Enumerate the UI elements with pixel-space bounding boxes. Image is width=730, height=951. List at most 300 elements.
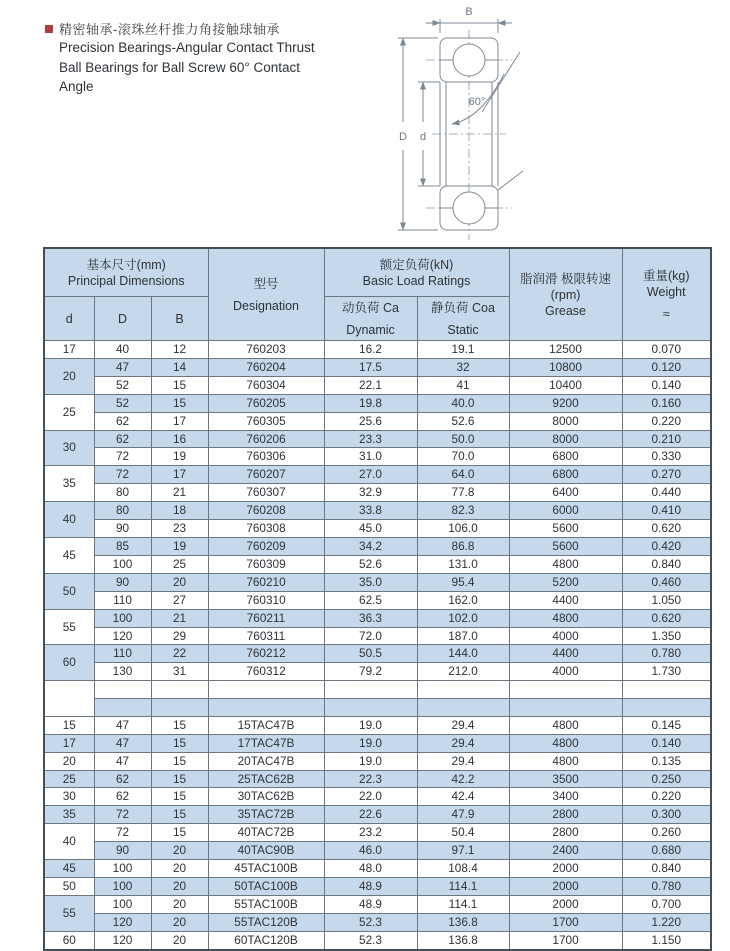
cell-static: 97.1 bbox=[417, 842, 509, 860]
cell-weight: 1.050 bbox=[622, 591, 711, 609]
cell-weight: 0.330 bbox=[622, 448, 711, 466]
cell-dynamic: 22.6 bbox=[324, 806, 417, 824]
table-row bbox=[44, 663, 711, 681]
cell-weight: 0.140 bbox=[622, 734, 711, 752]
cell-D: 120 bbox=[94, 913, 151, 931]
cell-dynamic: 36.3 bbox=[324, 609, 417, 627]
bearing-cross-section-diagram bbox=[390, 2, 600, 244]
cell-weight: 0.250 bbox=[622, 770, 711, 788]
cell-d: 55 bbox=[44, 895, 94, 931]
cell-weight: 0.620 bbox=[622, 520, 711, 538]
table-row bbox=[44, 520, 711, 538]
cell-dynamic: 72.0 bbox=[324, 627, 417, 645]
cell-weight: 1.220 bbox=[622, 913, 711, 931]
cell-weight: 0.460 bbox=[622, 573, 711, 591]
table-row bbox=[44, 824, 711, 842]
cell-d: 30 bbox=[44, 430, 94, 466]
cell-weight: 0.145 bbox=[622, 716, 711, 734]
cell-weight: 0.210 bbox=[622, 430, 711, 448]
cell-dynamic bbox=[324, 681, 417, 699]
cell-dynamic: 34.2 bbox=[324, 537, 417, 555]
cell-static: 114.1 bbox=[417, 895, 509, 913]
cell-dynamic: 62.5 bbox=[324, 591, 417, 609]
cell-dynamic: 16.2 bbox=[324, 341, 417, 359]
cell-grease: 4400 bbox=[509, 645, 622, 663]
cell-d: 30 bbox=[44, 788, 94, 806]
cell-grease: 3400 bbox=[509, 788, 622, 806]
cell-static: 212.0 bbox=[417, 663, 509, 681]
cell-B: 17 bbox=[151, 466, 208, 484]
cell-static: 82.3 bbox=[417, 502, 509, 520]
cell-dynamic: 27.0 bbox=[324, 466, 417, 484]
cell-D: 52 bbox=[94, 376, 151, 394]
cell-d: 20 bbox=[44, 752, 94, 770]
cell-B: 21 bbox=[151, 609, 208, 627]
cell-B: 20 bbox=[151, 860, 208, 878]
cell-D: 100 bbox=[94, 895, 151, 913]
cell-weight: 1.150 bbox=[622, 931, 711, 949]
cell-weight: 0.440 bbox=[622, 484, 711, 502]
cell-D: 72 bbox=[94, 824, 151, 842]
cell-D: 47 bbox=[94, 734, 151, 752]
red-square-bullet-icon bbox=[45, 25, 53, 33]
cell-grease: 4800 bbox=[509, 734, 622, 752]
cell-D: 80 bbox=[94, 484, 151, 502]
cell-dynamic: 19.0 bbox=[324, 734, 417, 752]
cell-B: 15 bbox=[151, 806, 208, 824]
cell-weight: 0.160 bbox=[622, 394, 711, 412]
cell-weight: 0.680 bbox=[622, 842, 711, 860]
cell-weight: 0.135 bbox=[622, 752, 711, 770]
table-row bbox=[44, 609, 711, 627]
cell-weight: 0.120 bbox=[622, 358, 711, 376]
cell-D bbox=[94, 699, 151, 717]
header-B: B bbox=[151, 297, 208, 341]
cell-grease: 4800 bbox=[509, 609, 622, 627]
cell-B: 15 bbox=[151, 394, 208, 412]
cell-static: 70.0 bbox=[417, 448, 509, 466]
cell-static: 162.0 bbox=[417, 591, 509, 609]
cell-B: 27 bbox=[151, 591, 208, 609]
table-row bbox=[44, 627, 711, 645]
cell-d: 50 bbox=[44, 573, 94, 609]
cell-dynamic: 17.5 bbox=[324, 358, 417, 376]
cell-B: 15 bbox=[151, 734, 208, 752]
cell-weight: 0.420 bbox=[622, 537, 711, 555]
cell-weight: 0.220 bbox=[622, 788, 711, 806]
cell-designation: 760311 bbox=[208, 627, 324, 645]
cell-grease: 5600 bbox=[509, 537, 622, 555]
cell-weight bbox=[622, 681, 711, 699]
cell-D: 72 bbox=[94, 466, 151, 484]
table-row bbox=[44, 394, 711, 412]
cell-grease: 2000 bbox=[509, 877, 622, 895]
cell-grease: 8000 bbox=[509, 412, 622, 430]
cell-designation: 25TAC62B bbox=[208, 770, 324, 788]
header-static-load: 静负荷 Coa Static bbox=[417, 297, 509, 341]
cell-d: 20 bbox=[44, 358, 94, 394]
cell-designation: 17TAC47B bbox=[208, 734, 324, 752]
cell-grease: 10800 bbox=[509, 358, 622, 376]
cell-static: 32 bbox=[417, 358, 509, 376]
cell-B: 14 bbox=[151, 358, 208, 376]
cell-B bbox=[151, 699, 208, 717]
table-row bbox=[44, 877, 711, 895]
header-designation: 型号 Designation bbox=[208, 248, 324, 341]
cell-D: 62 bbox=[94, 770, 151, 788]
cell-designation: 760309 bbox=[208, 555, 324, 573]
table-body bbox=[44, 341, 711, 950]
cell-designation bbox=[208, 681, 324, 699]
cell-dynamic: 31.0 bbox=[324, 448, 417, 466]
cell-grease: 6800 bbox=[509, 466, 622, 484]
cell-designation: 760210 bbox=[208, 573, 324, 591]
table-row bbox=[44, 770, 711, 788]
cell-B: 21 bbox=[151, 484, 208, 502]
cell-dynamic: 19.0 bbox=[324, 716, 417, 734]
cell-grease: 4800 bbox=[509, 716, 622, 734]
cell-designation: 760206 bbox=[208, 430, 324, 448]
cell-B: 22 bbox=[151, 645, 208, 663]
table-row bbox=[44, 573, 711, 591]
cell-designation: 760306 bbox=[208, 448, 324, 466]
cell-B bbox=[151, 681, 208, 699]
cell-weight: 0.780 bbox=[622, 645, 711, 663]
cell-dynamic: 45.0 bbox=[324, 520, 417, 538]
cell-D: 110 bbox=[94, 591, 151, 609]
title-block bbox=[45, 19, 315, 97]
cell-D: 120 bbox=[94, 627, 151, 645]
cell-grease: 2000 bbox=[509, 895, 622, 913]
header-principal-dimensions: 基本尺寸(mm) Principal Dimensions bbox=[44, 248, 208, 297]
cell-B: 17 bbox=[151, 412, 208, 430]
cell-static: 144.0 bbox=[417, 645, 509, 663]
cell-dynamic: 52.3 bbox=[324, 931, 417, 949]
cell-D: 80 bbox=[94, 502, 151, 520]
cell-weight: 1.730 bbox=[622, 663, 711, 681]
cell-grease: 8000 bbox=[509, 430, 622, 448]
cell-dynamic bbox=[324, 699, 417, 717]
table-row bbox=[44, 591, 711, 609]
cell-B: 20 bbox=[151, 931, 208, 949]
table-row bbox=[44, 358, 711, 376]
cell-d: 17 bbox=[44, 734, 94, 752]
cell-grease: 6800 bbox=[509, 448, 622, 466]
table-row bbox=[44, 788, 711, 806]
cell-dynamic: 33.8 bbox=[324, 502, 417, 520]
cell-weight: 0.220 bbox=[622, 412, 711, 430]
cell-designation: 55TAC120B bbox=[208, 913, 324, 931]
cell-static: 114.1 bbox=[417, 877, 509, 895]
cell-designation: 760312 bbox=[208, 663, 324, 681]
table-row bbox=[44, 860, 711, 878]
table-row bbox=[44, 430, 711, 448]
cell-dynamic: 48.0 bbox=[324, 860, 417, 878]
cell-grease: 10400 bbox=[509, 376, 622, 394]
cell-D: 72 bbox=[94, 448, 151, 466]
bottom-ball bbox=[453, 192, 485, 224]
cell-B: 20 bbox=[151, 913, 208, 931]
cell-grease: 4800 bbox=[509, 752, 622, 770]
cell-grease: 5200 bbox=[509, 573, 622, 591]
cell-weight: 1.350 bbox=[622, 627, 711, 645]
cell-static: 42.4 bbox=[417, 788, 509, 806]
table-row bbox=[44, 752, 711, 770]
cell-D: 110 bbox=[94, 645, 151, 663]
cell-D: 100 bbox=[94, 555, 151, 573]
header-d: d bbox=[44, 297, 94, 341]
cell-D bbox=[94, 681, 151, 699]
cell-designation: 40TAC90B bbox=[208, 842, 324, 860]
cell-grease: 2400 bbox=[509, 842, 622, 860]
cell-designation: 760212 bbox=[208, 645, 324, 663]
table-row bbox=[44, 931, 711, 949]
cell-weight: 0.410 bbox=[622, 502, 711, 520]
table-row bbox=[44, 341, 711, 359]
cell-designation: 760308 bbox=[208, 520, 324, 538]
cell-static: 47.9 bbox=[417, 806, 509, 824]
cell-D: 72 bbox=[94, 806, 151, 824]
cell-static: 42.2 bbox=[417, 770, 509, 788]
cell-grease: 4400 bbox=[509, 591, 622, 609]
cell-grease: 3500 bbox=[509, 770, 622, 788]
cell-designation: 760211 bbox=[208, 609, 324, 627]
cell-static: 102.0 bbox=[417, 609, 509, 627]
cell-dynamic: 32.9 bbox=[324, 484, 417, 502]
cell-grease: 1700 bbox=[509, 913, 622, 931]
table-row bbox=[44, 699, 711, 717]
cell-weight: 0.780 bbox=[622, 877, 711, 895]
page-title-en-line2: Ball Bearings for Ball Screw 60° Contact bbox=[59, 59, 301, 75]
cell-dynamic: 23.3 bbox=[324, 430, 417, 448]
cell-B: 15 bbox=[151, 770, 208, 788]
cell-designation: 760209 bbox=[208, 537, 324, 555]
cell-weight: 0.140 bbox=[622, 376, 711, 394]
cell-d: 35 bbox=[44, 806, 94, 824]
cell-dynamic: 50.5 bbox=[324, 645, 417, 663]
cell-weight bbox=[622, 699, 711, 717]
table-row bbox=[44, 806, 711, 824]
cell-B: 20 bbox=[151, 842, 208, 860]
cell-dynamic: 35.0 bbox=[324, 573, 417, 591]
cell-weight: 0.260 bbox=[622, 824, 711, 842]
cell-d bbox=[44, 681, 94, 717]
cell-static: 50.4 bbox=[417, 824, 509, 842]
cell-grease: 12500 bbox=[509, 341, 622, 359]
cell-B: 15 bbox=[151, 752, 208, 770]
table-row bbox=[44, 913, 711, 931]
cell-designation: 55TAC100B bbox=[208, 895, 324, 913]
page-title-en-line1: Precision Bearings-Angular Contact Thrust bbox=[59, 40, 315, 55]
cell-weight: 0.070 bbox=[622, 341, 711, 359]
cell-B: 20 bbox=[151, 877, 208, 895]
cell-D: 90 bbox=[94, 842, 151, 860]
cell-designation: 760208 bbox=[208, 502, 324, 520]
cell-d: 25 bbox=[44, 394, 94, 430]
table-row bbox=[44, 376, 711, 394]
cell-d: 60 bbox=[44, 645, 94, 681]
cell-dynamic: 22.0 bbox=[324, 788, 417, 806]
cell-designation: 760204 bbox=[208, 358, 324, 376]
cell-D: 40 bbox=[94, 341, 151, 359]
cell-dynamic: 46.0 bbox=[324, 842, 417, 860]
table-row bbox=[44, 484, 711, 502]
cell-static: 29.4 bbox=[417, 716, 509, 734]
table-row bbox=[44, 502, 711, 520]
cell-dynamic: 79.2 bbox=[324, 663, 417, 681]
cell-B: 20 bbox=[151, 895, 208, 913]
cell-d: 55 bbox=[44, 609, 94, 645]
cell-B: 18 bbox=[151, 502, 208, 520]
cell-B: 25 bbox=[151, 555, 208, 573]
cell-grease: 4000 bbox=[509, 663, 622, 681]
cell-designation: 45TAC100B bbox=[208, 860, 324, 878]
cell-dynamic: 22.1 bbox=[324, 376, 417, 394]
cell-D: 100 bbox=[94, 609, 151, 627]
table-row bbox=[44, 537, 711, 555]
cell-weight: 0.270 bbox=[622, 466, 711, 484]
cell-static bbox=[417, 681, 509, 699]
table-row bbox=[44, 645, 711, 663]
cell-B: 19 bbox=[151, 537, 208, 555]
cell-B: 20 bbox=[151, 573, 208, 591]
cell-dynamic: 25.6 bbox=[324, 412, 417, 430]
cell-static: 108.4 bbox=[417, 860, 509, 878]
table-row bbox=[44, 412, 711, 430]
cell-d: 35 bbox=[44, 466, 94, 502]
cell-D: 85 bbox=[94, 537, 151, 555]
cell-static: 19.1 bbox=[417, 341, 509, 359]
cell-dynamic: 52.6 bbox=[324, 555, 417, 573]
cell-weight: 0.620 bbox=[622, 609, 711, 627]
cell-static: 136.8 bbox=[417, 913, 509, 931]
cell-d: 40 bbox=[44, 502, 94, 538]
header-dynamic-load: 动负荷 Ca Dynamic bbox=[324, 297, 417, 341]
cell-designation: 30TAC62B bbox=[208, 788, 324, 806]
cell-B: 15 bbox=[151, 376, 208, 394]
cell-grease: 5600 bbox=[509, 520, 622, 538]
cell-B: 23 bbox=[151, 520, 208, 538]
top-ball bbox=[453, 44, 485, 76]
cell-B: 16 bbox=[151, 430, 208, 448]
cell-weight: 0.300 bbox=[622, 806, 711, 824]
cell-static: 41 bbox=[417, 376, 509, 394]
dim-label-D: D bbox=[399, 131, 407, 143]
cell-designation: 760203 bbox=[208, 341, 324, 359]
cell-grease: 2800 bbox=[509, 806, 622, 824]
cell-d: 17 bbox=[44, 341, 94, 359]
cell-static bbox=[417, 699, 509, 717]
cell-dynamic: 52.3 bbox=[324, 913, 417, 931]
cell-static: 52.6 bbox=[417, 412, 509, 430]
cell-static: 29.4 bbox=[417, 752, 509, 770]
cell-grease: 4000 bbox=[509, 627, 622, 645]
cell-B: 31 bbox=[151, 663, 208, 681]
cell-D: 62 bbox=[94, 412, 151, 430]
cell-B: 15 bbox=[151, 788, 208, 806]
cell-D: 90 bbox=[94, 573, 151, 591]
cell-D: 62 bbox=[94, 788, 151, 806]
header-grease-speed: 脂润滑 极限转速 (rpm) Grease bbox=[509, 248, 622, 341]
cell-B: 19 bbox=[151, 448, 208, 466]
cell-dynamic: 19.0 bbox=[324, 752, 417, 770]
cell-static: 40.0 bbox=[417, 394, 509, 412]
cell-D: 100 bbox=[94, 877, 151, 895]
cell-B: 12 bbox=[151, 341, 208, 359]
cell-B: 29 bbox=[151, 627, 208, 645]
cell-D: 100 bbox=[94, 860, 151, 878]
cell-static: 95.4 bbox=[417, 573, 509, 591]
cell-d: 25 bbox=[44, 770, 94, 788]
cell-static: 86.8 bbox=[417, 537, 509, 555]
cell-grease: 4800 bbox=[509, 555, 622, 573]
table-row bbox=[44, 734, 711, 752]
cell-designation: 760207 bbox=[208, 466, 324, 484]
cell-designation: 15TAC47B bbox=[208, 716, 324, 734]
cell-D: 47 bbox=[94, 752, 151, 770]
cell-d: 50 bbox=[44, 877, 94, 895]
page-title-en-line3: Angle bbox=[59, 79, 94, 94]
table-row bbox=[44, 466, 711, 484]
cell-B: 15 bbox=[151, 824, 208, 842]
cell-d: 45 bbox=[44, 860, 94, 878]
dim-label-B: B bbox=[465, 6, 473, 18]
table-row bbox=[44, 895, 711, 913]
cell-D: 47 bbox=[94, 716, 151, 734]
cell-dynamic: 19.8 bbox=[324, 394, 417, 412]
table-row bbox=[44, 681, 711, 699]
cell-dynamic: 23.2 bbox=[324, 824, 417, 842]
cell-dynamic: 48.9 bbox=[324, 877, 417, 895]
cell-dynamic: 48.9 bbox=[324, 895, 417, 913]
cell-weight: 0.840 bbox=[622, 860, 711, 878]
header-D: D bbox=[94, 297, 151, 341]
table-header bbox=[44, 248, 711, 341]
cell-designation bbox=[208, 699, 324, 717]
cell-designation: 35TAC72B bbox=[208, 806, 324, 824]
cell-grease bbox=[509, 699, 622, 717]
header-weight: 重量(kg) Weight ≈ bbox=[622, 248, 711, 341]
cell-designation: 20TAC47B bbox=[208, 752, 324, 770]
cell-D: 62 bbox=[94, 430, 151, 448]
cell-D: 47 bbox=[94, 358, 151, 376]
cell-grease bbox=[509, 681, 622, 699]
cell-weight: 0.840 bbox=[622, 555, 711, 573]
cell-D: 90 bbox=[94, 520, 151, 538]
cell-static: 131.0 bbox=[417, 555, 509, 573]
cell-d: 60 bbox=[44, 931, 94, 949]
bearing-specs-table bbox=[43, 247, 712, 951]
cell-D: 130 bbox=[94, 663, 151, 681]
cell-weight: 0.700 bbox=[622, 895, 711, 913]
cell-dynamic: 22.3 bbox=[324, 770, 417, 788]
cell-static: 64.0 bbox=[417, 466, 509, 484]
cell-static: 187.0 bbox=[417, 627, 509, 645]
cell-grease: 9200 bbox=[509, 394, 622, 412]
cell-designation: 760304 bbox=[208, 376, 324, 394]
cell-d: 40 bbox=[44, 824, 94, 860]
cell-static: 50.0 bbox=[417, 430, 509, 448]
table-row bbox=[44, 716, 711, 734]
header-basic-load-ratings: 额定负荷(kN) Basic Load Ratings bbox=[324, 248, 509, 297]
cell-D: 52 bbox=[94, 394, 151, 412]
cell-static: 106.0 bbox=[417, 520, 509, 538]
cell-designation: 760307 bbox=[208, 484, 324, 502]
table-row bbox=[44, 842, 711, 860]
cell-designation: 60TAC120B bbox=[208, 931, 324, 949]
cell-designation: 50TAC100B bbox=[208, 877, 324, 895]
page-title-zh: 精密轴承-滚珠丝杆推力角接触球轴承 bbox=[59, 22, 280, 37]
